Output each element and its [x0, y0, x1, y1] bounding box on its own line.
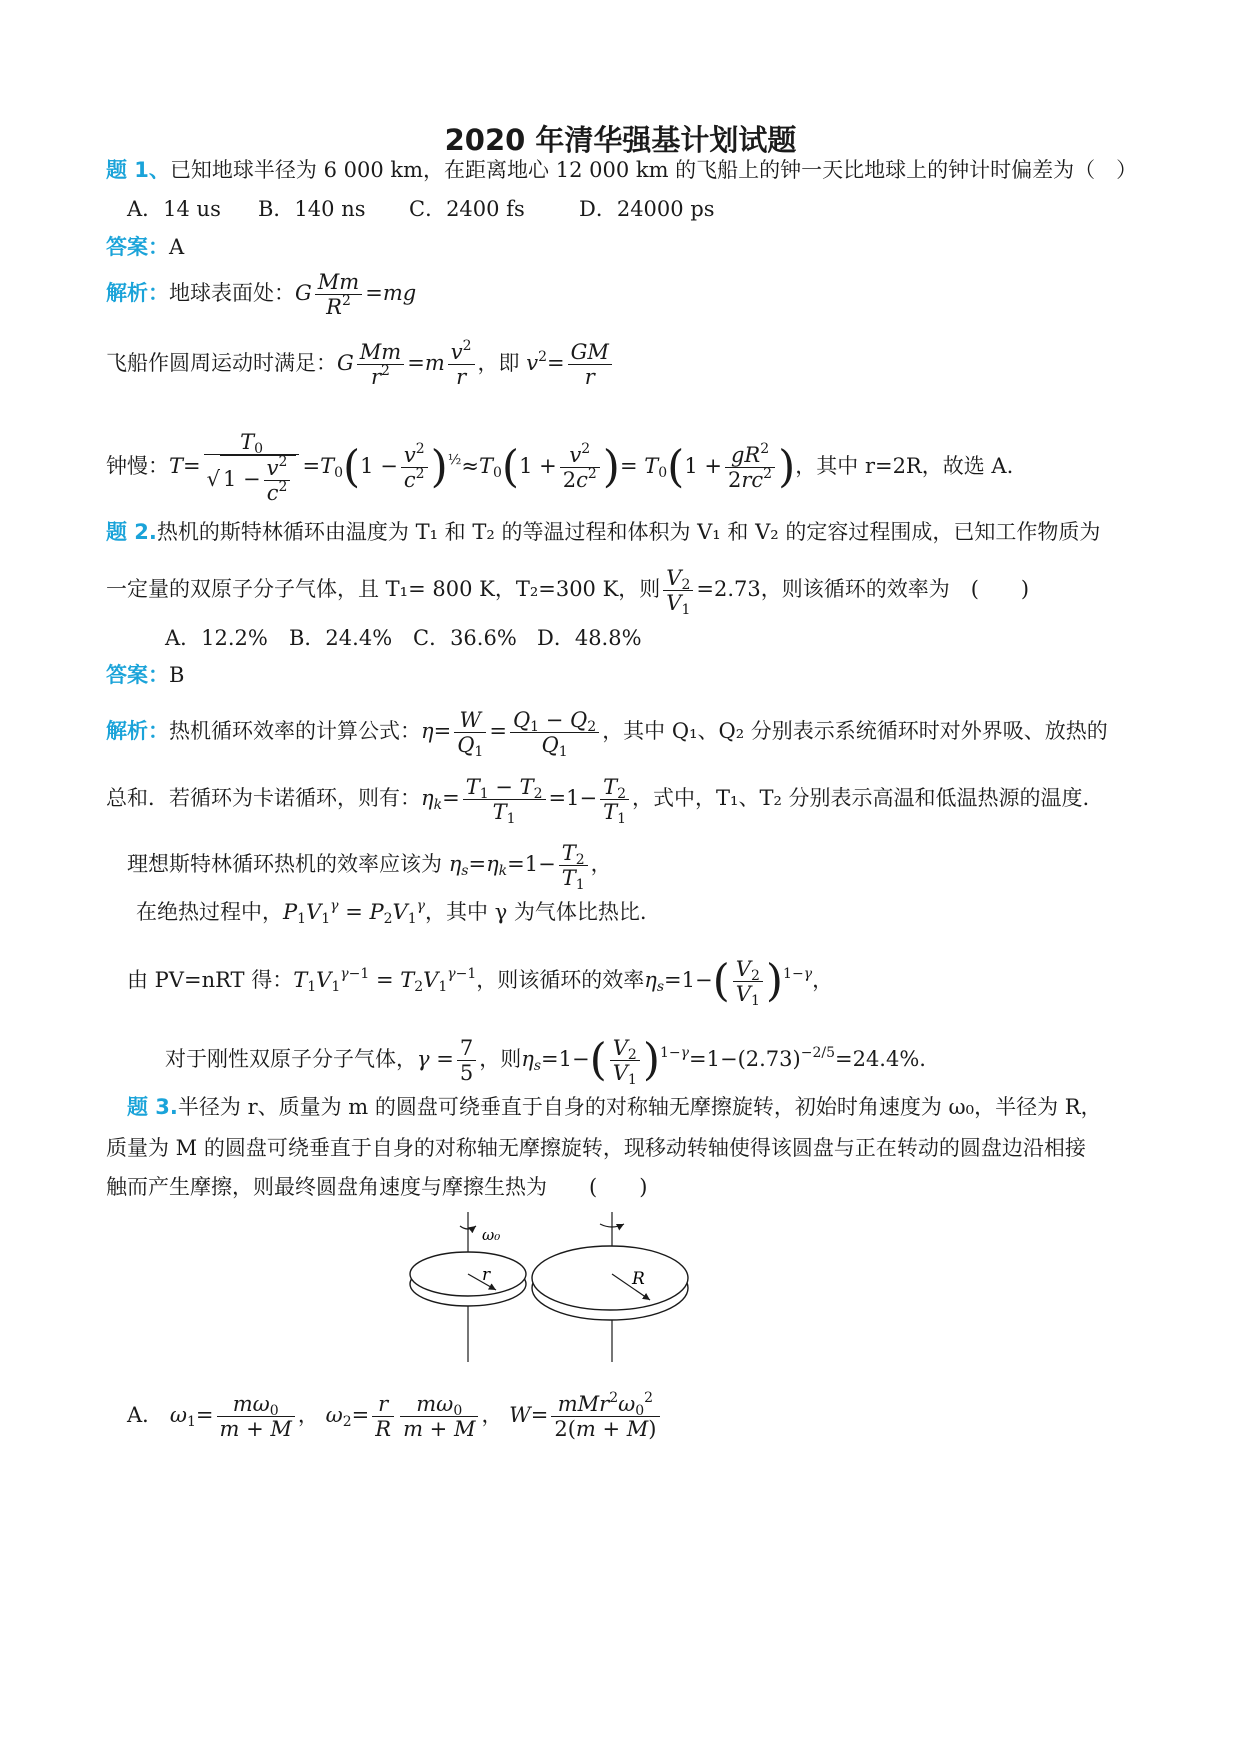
- q2-pv-line: 由 PV=nRT 得：$T_1V_1^{\gamma-1} = T_2V_1^{\gamma-1}$，则该循环的效率$\eta_s=1-$( $\frac{V_2}{V_1}$ )$^{1-\gamma}$，: [127, 955, 834, 1009]
- q2-rigid-line: 对于刚性双原子分子气体，γ = $\frac{7}{5}$ ，则$\eta_s=1-$( $\frac{V_2}{V_1}$ )$^{1-\gamma}=1-(2.73)^{-2/5}=24.4\%$.: [165, 1034, 926, 1088]
- omega-label: ω₀: [482, 1226, 501, 1244]
- q1-option-c: C．2400 fs: [409, 197, 525, 221]
- q2-analysis-label: 解析：: [106, 719, 169, 743]
- q1-stem: 已知地球半径为 6 000 km，在距离地心 12 000 km 的飞船上的钟一天比地球上的钟计时偏差为（ ）: [169, 158, 1138, 182]
- page-title: 2020 年清华强基计划试题: [444, 123, 797, 157]
- formula-orbit: $\frac{Mm}{r^2}$: [357, 340, 404, 389]
- q2-pv-tail: ，则该循环的效率: [476, 968, 645, 992]
- q1-dilation-end: ，其中 r=2R，故选 A.: [795, 454, 1014, 478]
- q1-option-a: A．14 us: [127, 197, 221, 221]
- q2-analysis-tail: ，其中 Q₁、Q₂ 分别表示系统循环时对外界吸、放热的: [602, 719, 1108, 743]
- formula-volume-ratio: $\frac{V_2}{V_1}$: [663, 566, 693, 615]
- q1-analysis-intro: 地球表面处：: [169, 281, 295, 305]
- q2-rigid-intro: 对于刚性双原子分子气体，: [165, 1047, 417, 1071]
- large-radius-label: R: [632, 1269, 645, 1289]
- q1-option-b: B．140 ns: [258, 197, 366, 221]
- q2-analysis-intro: 热机循环效率的计算公式：: [169, 719, 421, 743]
- q3-option-a-line: A． $\omega_1=$ $\frac{m\omega_0}{m + M}$ ， $\omega_2=$ $\frac{r}{R}$ $\frac{m\omega_0}{m + M}$ ， W= $\frac{mMr^2\omega_0^2}{2(m + M)}$: [127, 1392, 663, 1441]
- formula-omega2: $\frac{r}{R}$: [372, 1392, 394, 1441]
- formula-gravity: $\frac{Mm}{R^2}$: [315, 270, 362, 319]
- q2-answer-label: 答案：: [106, 663, 169, 687]
- q2-carnot-intro: 总和．若循环为卡诺循环，则有：: [106, 786, 421, 810]
- q2-option-a: A．12.2%: [165, 626, 268, 650]
- formula-heat: $\frac{mMr^2\omega_0^2}{2(m + M)}$: [551, 1392, 659, 1441]
- q3-stem-line-2: [106, 1135, 1086, 1161]
- formula-efficiency: $\frac{W}{Q_1}$: [454, 708, 486, 757]
- q1-dilation-line: 钟慢：T= $T_0$ √ 1 − $\frac{v^2}{c^2}$ $=T_0(1$ − $\frac{v^2}{c^2}$ )$^{\frac{1}{2}}\approx T_0(1$ + $\frac{v^2}{2c^2}$ )= $T_0(1$ + $\frac{gR^2}{2rc^2}$ )，其中 r=2R，故选 A.: [106, 430, 1014, 505]
- q2-carnot-tail: ，式中，T₁、T₂ 分别表示高温和低温热源的温度.: [632, 786, 1090, 810]
- q1-label: 题 1、: [106, 158, 170, 182]
- q2-rigid-then: ，则: [479, 1047, 522, 1071]
- q1-analysis-label: 解析：: [106, 281, 169, 305]
- disk-figure: [400, 1212, 690, 1362]
- q2-option-d: D．48.8%: [537, 626, 642, 650]
- q2-stem-1: 热机的斯特林循环由温度为 T₁ 和 T₂ 的等温过程和体积为 V₁ 和 V₂ 的定容过程围成，已知工作物质为: [156, 520, 1101, 544]
- q2-pv-intro: 由 PV=nRT 得：: [127, 968, 294, 992]
- q3-stem-2: 质量为 M 的圆盘可绕垂直于自身的对称轴无摩擦旋转，现移动转轴使得该圆盘与正在转动的圆盘边沿相接: [106, 1136, 1086, 1160]
- formula-omega1: $\frac{m\omega_0}{m + M}$: [217, 1392, 295, 1441]
- q3-stem-3: 触而产生摩擦，则最终圆盘角速度与摩擦生热为 ( ): [106, 1175, 648, 1199]
- q2-answer: B: [169, 663, 185, 687]
- formula-gamma: $\frac{7}{5}$: [457, 1036, 476, 1085]
- small-radius-label: r: [482, 1265, 491, 1285]
- q3-stem-1: 半径为 r、质量为 m 的圆盘可绕垂直于自身的对称轴无摩擦旋转，初始时角速度为 ω₀，半径为 R，: [177, 1095, 1102, 1119]
- q1-option-d: D．24000 ps: [579, 197, 715, 221]
- q2-rigid-result: =1−(2.73): [689, 1047, 801, 1071]
- q2-stem-2a: 一定量的双原子分子气体，且 T₁= 800 K，T₂=300 K，则: [106, 577, 661, 601]
- q1-answer-label: 答案：: [106, 235, 169, 259]
- q3-label: 题 3.: [127, 1095, 178, 1119]
- small-disk: [410, 1212, 526, 1362]
- q3-option-a-label: A．: [127, 1403, 164, 1427]
- formula-stirling: $\frac{T_2}{T_1}$: [559, 841, 588, 890]
- q2-rigid-final: =24.4%.: [834, 1047, 926, 1071]
- q2-carnot-line: 总和．若循环为卡诺循环，则有：$\eta_k=$ $\frac{T_1 - T_2}{T_1}$ =1− $\frac{T_2}{T_1}$ ，式中，T₁、T₂ 分别表示高温和低温热源的温度.: [106, 775, 1090, 827]
- q2-stem-2b: =2.73，则该循环的效率为 ( ): [696, 577, 1030, 601]
- q2-option-b: B．24.4%: [289, 626, 393, 650]
- q1-answer: A: [169, 235, 185, 259]
- q1-orbit-line: 飞船作圆周运动时满足：G $\frac{Mm}{r^2}$ =m $\frac{v^2}{r}$ ，即 $v^2=$ $\frac{GM}{r}$: [106, 340, 615, 389]
- q3-stem-line-1: [127, 1094, 1102, 1120]
- q2-adiabatic-tail: ，其中 γ 为气体比热比.: [425, 900, 647, 924]
- q2-option-c: C．36.6%: [413, 626, 517, 650]
- q2-analysis-line: 解析：热机循环效率的计算公式：η= $\frac{W}{Q_1}$ = $\frac{Q_1 - Q_2}{Q_1}$ ，其中 Q₁、Q₂ 分别表示系统循环时对外界吸、放热的: [106, 708, 1108, 760]
- q2-adiabatic-intro: 在绝热过程中，: [136, 900, 283, 924]
- q1-orbit-mid: ，即: [477, 351, 520, 375]
- q1-dilation-intro: 钟慢：: [106, 454, 169, 478]
- q2-adiabatic-line: 在绝热过程中，$P_1V_1^\gamma = P_2V_1^\gamma$，其中 γ 为气体比热比.: [136, 898, 647, 927]
- formula-time-dilation: $T_0$ √ 1 − $\frac{v^2}{c^2}$: [204, 430, 300, 505]
- q2-ideal-intro: 理想斯特林循环热机的效率应该为: [127, 852, 442, 876]
- q3-stem-line-3: [106, 1174, 647, 1200]
- formula-volume-ratio-2: $\frac{V_2}{V_1}$: [733, 957, 763, 1006]
- q2-label: 题 2.: [106, 520, 157, 544]
- q2-ideal-line: 理想斯特林循环热机的效率应该为 $\eta_s=\eta_k=1-$ $\frac{T_2}{T_1}$ ，: [127, 841, 612, 893]
- q1-orbit-intro: 飞船作圆周运动时满足：: [106, 351, 337, 375]
- large-disk: [532, 1212, 688, 1362]
- q1-analysis-line: 解析：地球表面处：G $\frac{Mm}{R^2}$ =mg: [106, 270, 417, 319]
- formula-carnot: $\frac{T_1 - T_2}{T_1}$: [463, 775, 546, 824]
